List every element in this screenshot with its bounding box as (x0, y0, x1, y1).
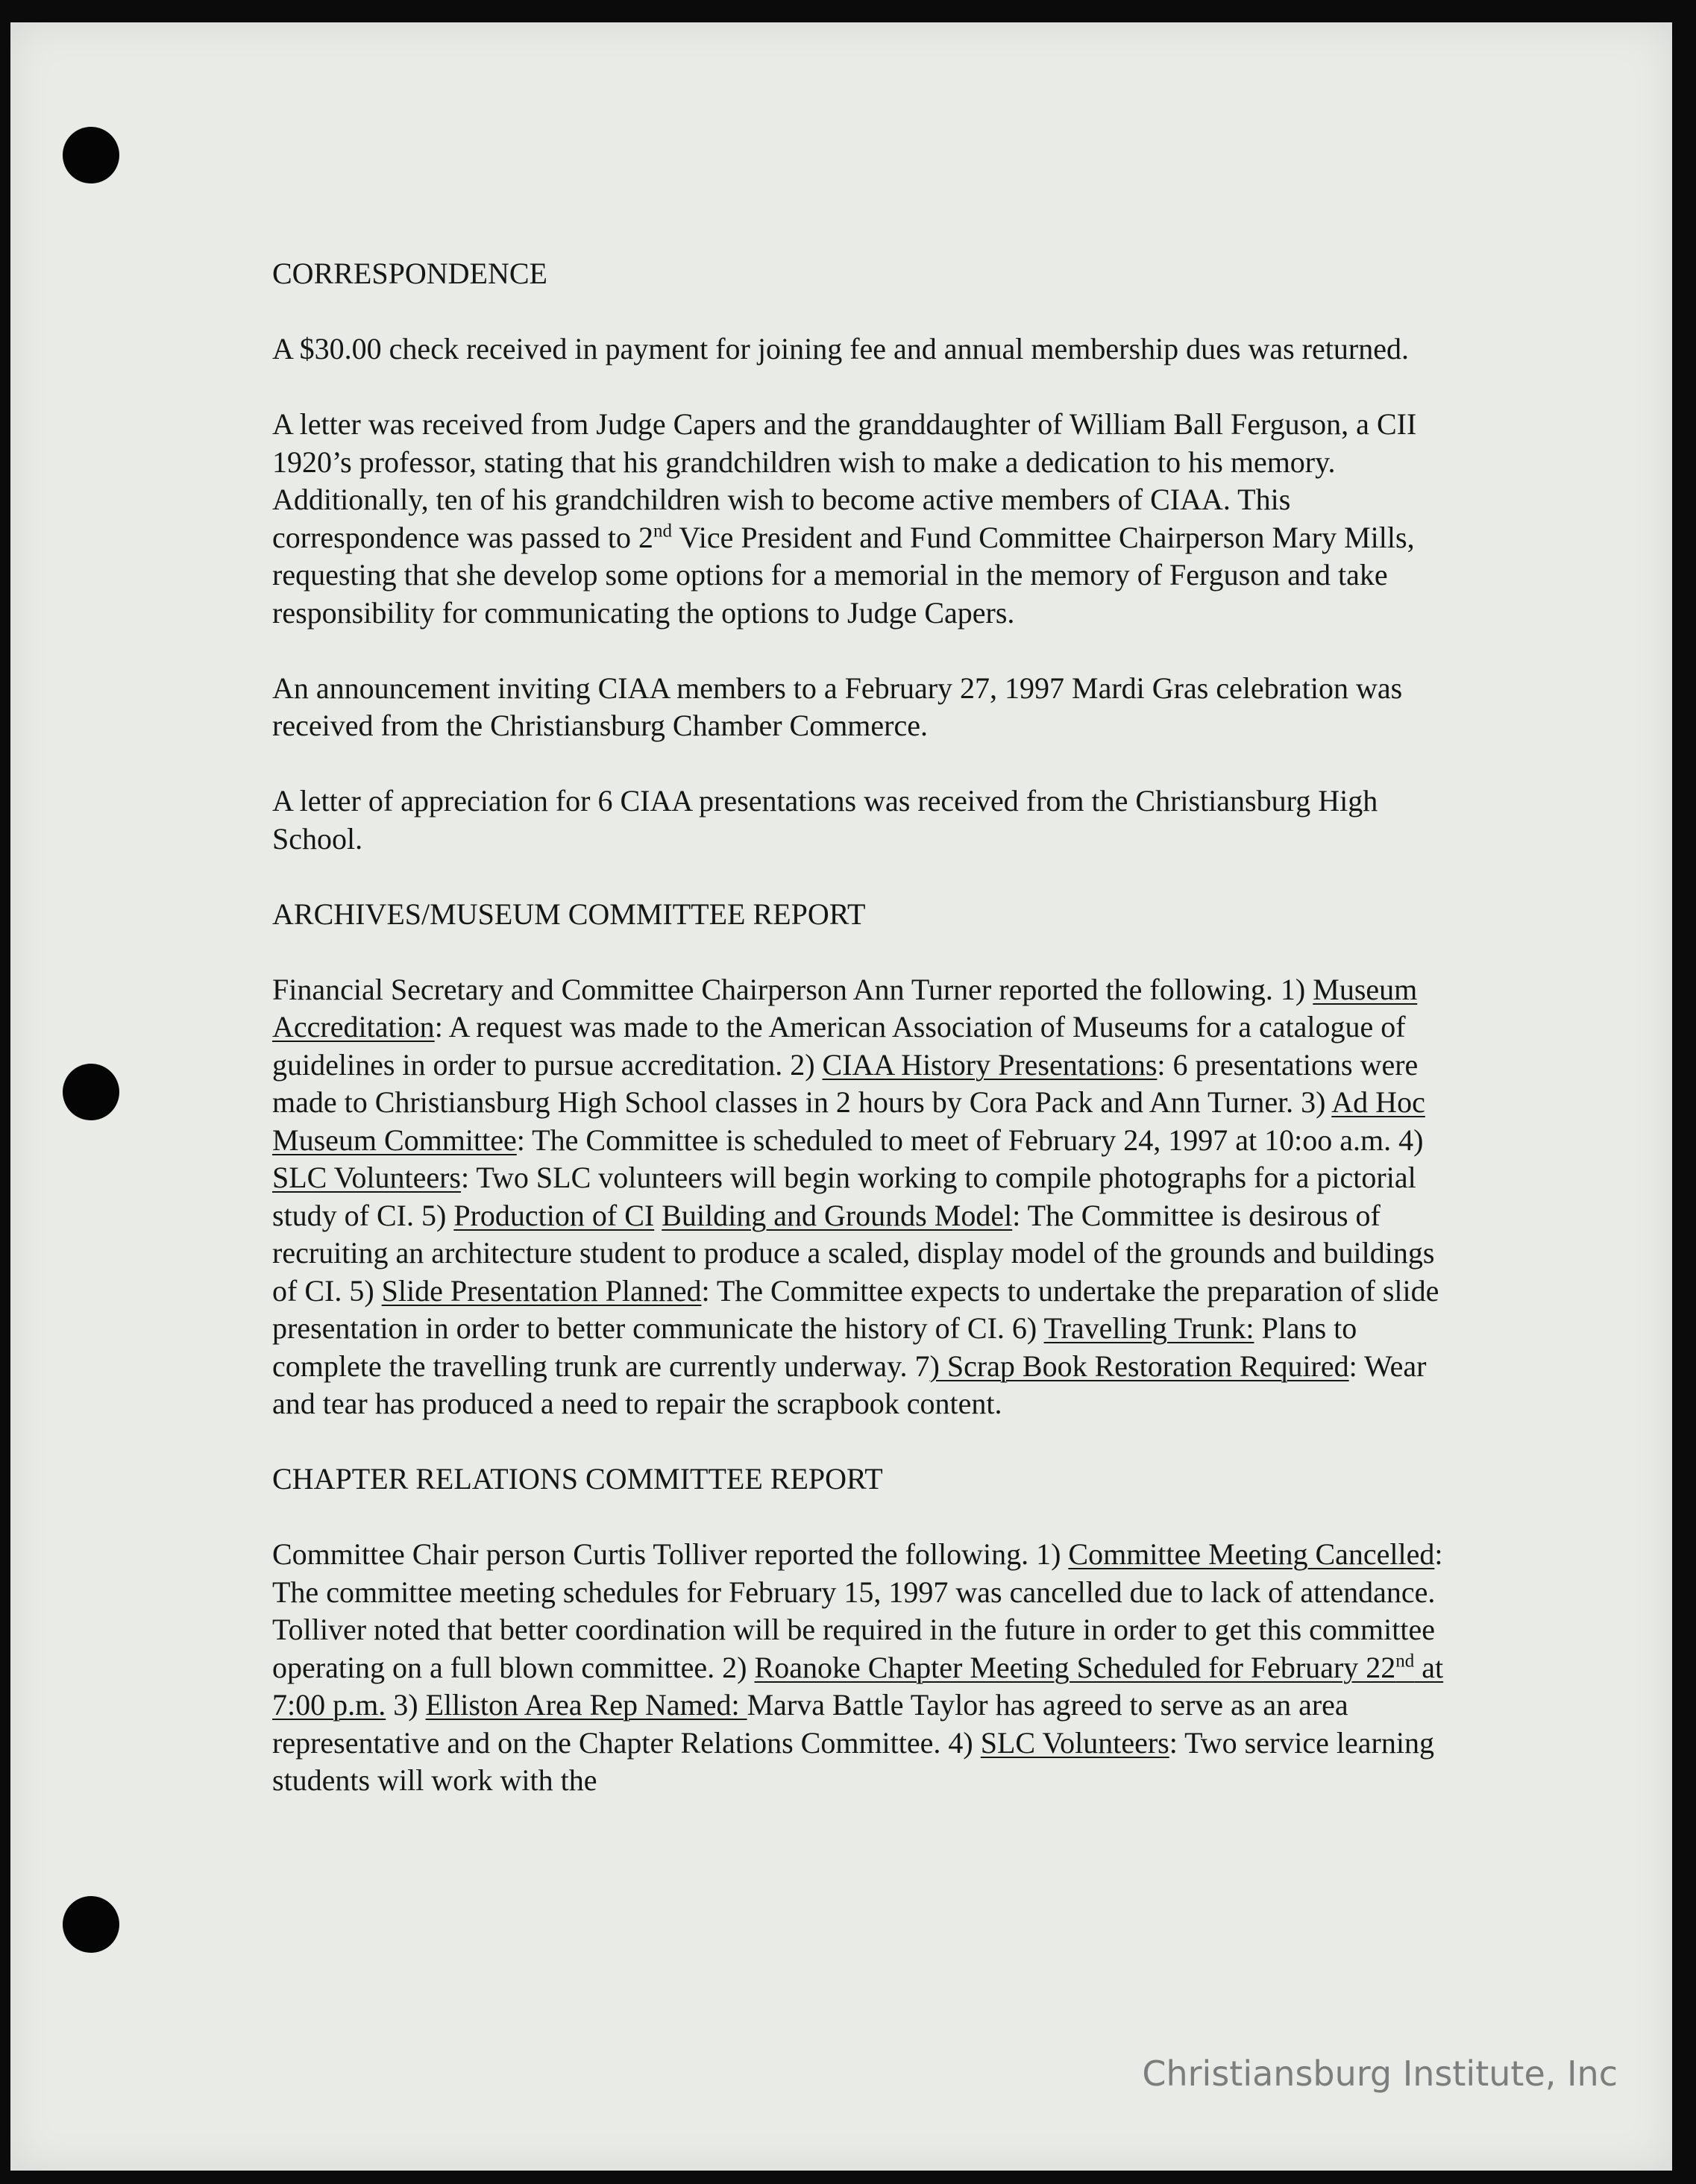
text-span: : The Committee is desirous of recruiting an architecture student to produce a scaled, display model of the grounds and buildings of CI. 5) (272, 1198, 1435, 1308)
text-span: Committee Chair person Curtis Tolliver reported the following. 1) (272, 1537, 1069, 1571)
chapter-paragraph (272, 1536, 1458, 1800)
text-span: : The Committee expects to undertake the preparation of slide presentation in order to better communicate the history of CI. 6) (272, 1273, 1439, 1345)
text-span: : 6 presentations were made to Christiansburg High School classes in 2 hours by Cora Pack and Ann Turner. 3) (272, 1047, 1419, 1119)
underlined-topic: Museum Accreditation (272, 972, 1418, 1044)
text-span (654, 1199, 662, 1232)
underlined-topic: Travelling Trunk: (1043, 1311, 1254, 1345)
text-span: : Two SLC volunteers will begin working to compile photographs for a pictorial study of CI. 5) (272, 1161, 1416, 1232)
superscript: nd (1395, 1651, 1415, 1672)
text-span: Vice President and Fund Committee Chairperson Mary Mills, requesting that she develop some options for a memorial in the memory of Ferguson and take responsibility for communicating the options to Judge Capers. (272, 520, 1415, 630)
underlined-topic: Building and Grounds Model (662, 1198, 1013, 1232)
archives-heading: ARCHIVES/MUSEUM COMMITTEE REPORT (272, 897, 866, 931)
punch-hole-bottom (63, 1896, 119, 1953)
correspondence-paragraph-3: An announcement inviting CIAA members to a February 27, 1997 Mardi Gras celebration was received from the Christiansburg Chamber Commerce. (272, 671, 1403, 742)
text-span: : The committee meeting schedules for February 15, 1997 was cancelled due to lack of attendance. Tolliver noted that better coordination will be required in the future in order to get this committee operating on a full blown committee. 2) (272, 1537, 1443, 1684)
underlined-topic: Ad Hoc Museum Committee (272, 1085, 1425, 1157)
text-span: at 7:00 p.m. (272, 1650, 1444, 1722)
underlined-topic: Elliston Area Rep Named: (425, 1688, 747, 1722)
correspondence-paragraph-4: A letter of appreciation for 6 CIAA presentations was received from the Christiansburg High School. (272, 784, 1378, 856)
text-span: 3) (386, 1688, 426, 1722)
chapter-heading: CHAPTER RELATIONS COMMITTEE REPORT (272, 1462, 883, 1496)
text-span: Roanoke Chapter Meeting Scheduled for February 22 (754, 1650, 1396, 1684)
superscript: nd (653, 521, 672, 542)
text-span: : A request was made to the American Association of Museums for a catalogue of guidelines in order to pursue accreditation. 2) (272, 1010, 1406, 1082)
underlined-topic: Slide Presentation Planned (381, 1273, 702, 1308)
archives-paragraph (272, 971, 1458, 1423)
underlined-topic: CIAA History Presentations (822, 1047, 1158, 1082)
watermark: Christiansburg Institute, Inc (1142, 2053, 1618, 2094)
underlined-topic: ) Scrap Book Restoration Required (929, 1349, 1349, 1383)
text-span: A letter was received from Judge Capers and the granddaughter of William Ball Ferguson, a CII 1920’s professor, stating that his grandchildren wish to make a dedication to his memory. Additionally, ten of his grandchildren wish to become active members of CIAA. This correspondence was passed to 2 (272, 407, 1417, 554)
text-span: Financial Secretary and Committee Chairperson Ann Turner reported the following. 1) (272, 972, 1313, 1006)
correspondence-heading: CORRESPONDENCE (272, 257, 547, 290)
underlined-topic: Committee Meeting Cancelled (1068, 1537, 1435, 1571)
text-span: : Wear and tear has produced a need to repair the scrapbook content. (272, 1349, 1427, 1420)
document-body (272, 255, 1458, 1837)
underlined-topic: Production of CI (453, 1198, 655, 1232)
text-span: : The Committee is scheduled to meet of February 24, 1997 at 10:oo a.m. 4) (516, 1123, 1424, 1157)
punch-hole-middle (63, 1064, 119, 1120)
underlined-topic: SLC Volunteers (980, 1725, 1169, 1760)
underlined-topic: SLC Volunteers (272, 1161, 461, 1194)
correspondence-paragraph-1: A $30.00 check received in payment for joining fee and annual membership dues was returned. (272, 332, 1409, 365)
text-span: : Two service learning students will work with the (272, 1725, 1434, 1797)
punch-hole-top (63, 127, 119, 183)
text-span: Marva Battle Taylor has agreed to serve as an area representative and on the Chapter Relations Committee. 4) (272, 1688, 1348, 1760)
text-span: Plans to complete the travelling trunk are currently underway. 7 (272, 1311, 1357, 1383)
correspondence-paragraph-2 (272, 406, 1458, 632)
